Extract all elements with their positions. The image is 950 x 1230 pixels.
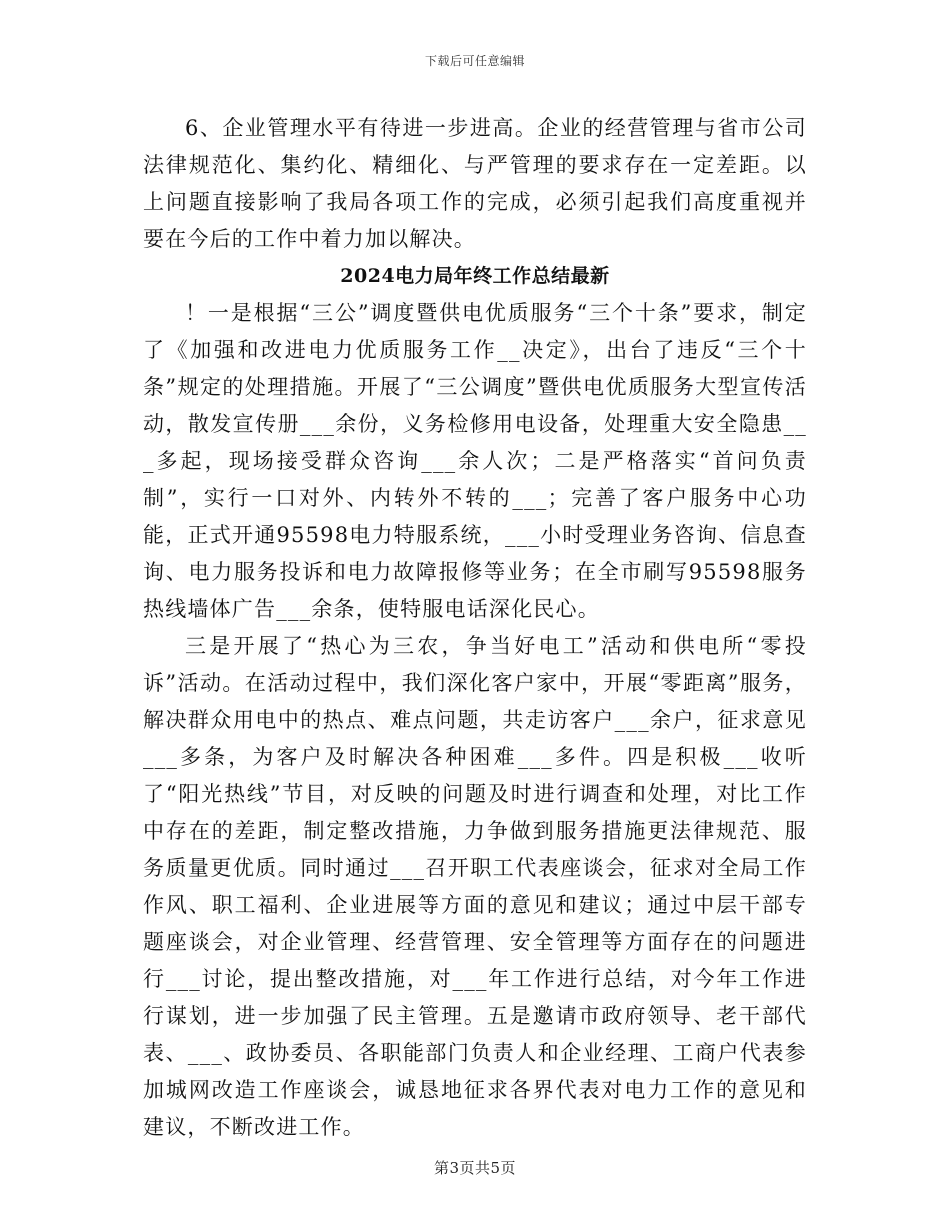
paragraph-management-issues: 6、企业管理水平有待进一步进高。企业的经营管理与省市公司法律规范化、集约化、精细化、与严管理的要求存在一定差距。以上问题直接影响了我局各项工作的完成，必须引起我们高度重视并要在今后的工作中着力加以解决。	[143, 116, 807, 251]
paragraph-rural-service: 三是开展了“热心为三农，争当好电工”活动和供电所“零投诉”活动。在活动过程中，我们深化客户家中，开展“零距离”服务，解决群众用电中的热点、难点问题，共走访客户___余户，征求意见___多条，为客户及时解决各种困难___多件。四是积极___收听了“阳光热线”节目，对反映的问题及时进行调查和处理，对比工作中存在的差距，制定整改措施，力争做到服务措施更法律规范、服务质量更优质。同时通过___召开职工代表座谈会，征求对全局工作作风、职工福利、企业进展等方面的意见和建议；通过中层干部专题座谈会，对企业管理、经营管理、安全管理等方面存在的问题进行___讨论，提出整改措施，对___年工作进行总结，对今年工作进行谋划，进一步加强了民主管理。五是邀请市政府领导、老干部代表、___、政协委员、各职能部门负责人和企业经理、工商户代表参加城网改造工作座谈会，诚恳地征求各界代表对电力工作的意见和建议，不断改进工作。	[143, 634, 807, 1139]
paragraph-service-measures: ！一是根据“三公”调度暨供电优质服务“三个十条”要求，制定了《加强和改进电力优质服务工作__决定》，出台了违反“三个十条”规定的处理措施。开展了“三公调度”暨供电优质服务大型宣传活动，散发宣传册___余份，义务检修用电设备，处理重大安全隐患___多起，现场接受群众咨询___余人次；二是严格落实“首问负责制”，实行一口对外、内转外不转的___；完善了客户服务中心功能，正式开通95598电力特服系统，___小时受理业务咨询、信息查询、电力服务投诉和电力故障报修等业务；在全市刷写95598服务热线墙体广告___余条，使特服电话深化民心。	[143, 301, 807, 621]
document-body	[143, 110, 807, 1146]
section-title: 2024电力局年终工作总结最新	[340, 265, 610, 287]
page-header: 下载后可任意编辑	[424, 54, 525, 68]
page-number: 第3页共5页	[433, 1159, 517, 1177]
